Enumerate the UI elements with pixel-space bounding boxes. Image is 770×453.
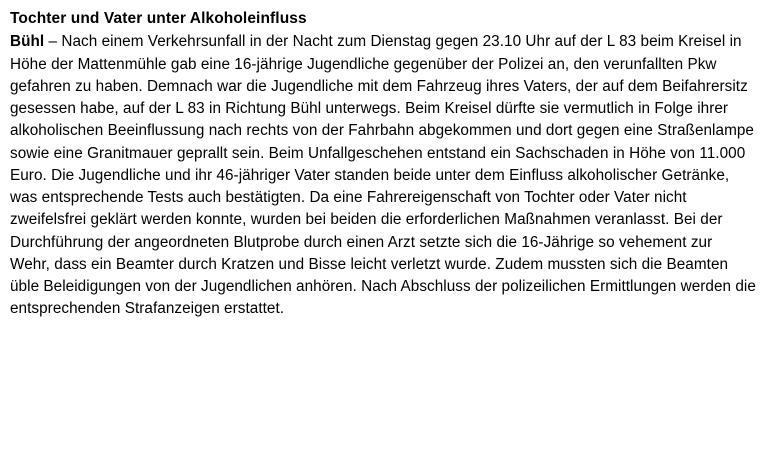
dateline-separator: –	[44, 33, 62, 51]
article-dateline: Bühl	[10, 33, 45, 51]
article-body	[10, 31, 756, 320]
article-body-text: Nach einem Verkehrsunfall in der Nacht zum Dienstag gegen 23.10 Uhr auf der L 83 beim Kreisel in Höhe der Mattenmühle gab eine 16-jährige Jugendliche gegenüber der Polizei an, den verunfallten Pkw gefahren zu haben. Demnach war die Jugendliche mit dem Fahrzeug ihres Vaters, der auf dem Beifahrersitz gesessen habe, auf der L 83 in Richtung Bühl unterwegs. Beim Kreisel dürfte sie vermutlich in Folge ihrer alkoholischen Beeinflussung nach rechts von der Fahrbahn abgekommen und dort gegen eine Straßenlampe sowie eine Granitmauer geprallt sein. Beim Unfallgeschehen entstand ein Sachschaden in Höhe von 11.000 Euro. Die Jugendliche und ihr 46-jähriger Vater standen beide unter dem Einfluss alkoholischer Getränke, was entsprechende Tests auch bestätigten. Da eine Fahrereigenschaft von Tochter oder Vater nicht zweifelsfrei geklärt werden konnte, wurden bei beiden die erforderlichen Maßnahmen veranlasst. Bei der Durchführung der angeordneten Blutprobe durch einen Arzt setzte sich die 16-Jährige so vehement zur Wehr, dass ein Beamter durch Kratzen und Bisse leicht verletzt wurde. Zudem mussten sich die Beamten üble Beleidigungen von der Jugendlichen anhören. Nach Abschluss der polizeilichen Ermittlungen werden die entsprechenden Strafanzeigen erstattet.	[10, 33, 756, 318]
article-headline: Tochter und Vater unter Alkoholeinfluss	[10, 10, 307, 27]
